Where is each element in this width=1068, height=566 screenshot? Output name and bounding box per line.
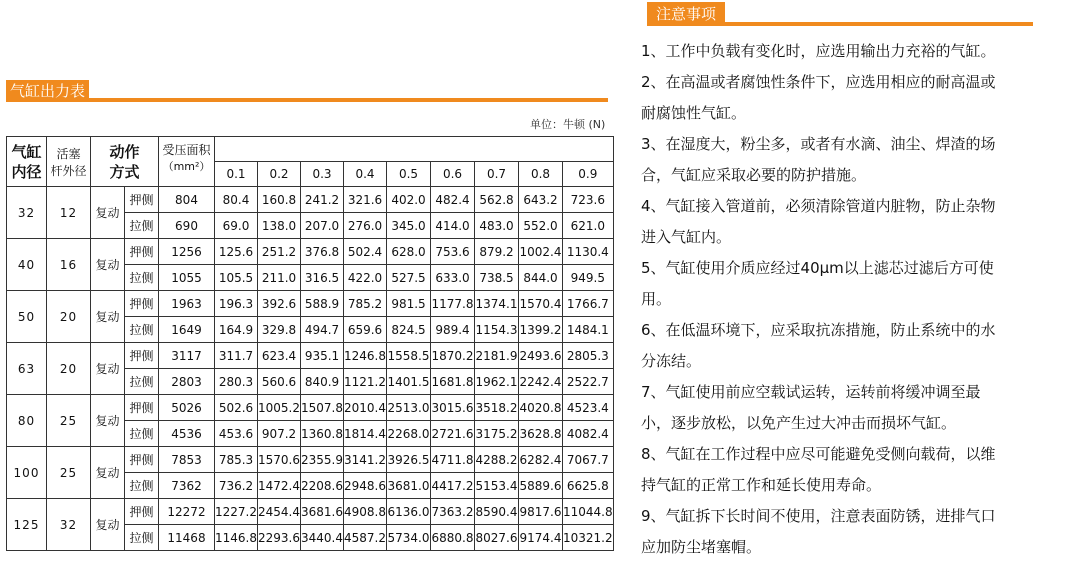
force-value-cell: 935.1 — [301, 343, 344, 369]
force-value-cell: 4020.8 — [519, 395, 563, 421]
side-cell: 押侧 — [125, 187, 159, 213]
force-value-cell: 1681.8 — [431, 369, 475, 395]
force-value-cell: 8027.6 — [475, 525, 519, 551]
force-value-cell: 623.4 — [258, 343, 301, 369]
note-line: 8、气缸在工作过程中应尽可能避免受侧向载荷，以维 — [641, 445, 996, 463]
force-value-cell: 494.7 — [301, 317, 344, 343]
action-cell: 复动 — [91, 343, 125, 395]
note-line: 耐腐蚀性气缸。 — [641, 104, 747, 122]
table-row — [7, 239, 614, 265]
force-value-cell: 138.0 — [258, 213, 301, 239]
pressure-header-blank — [215, 137, 614, 162]
force-value-cell: 196.3 — [215, 291, 258, 317]
force-value-cell: 844.0 — [519, 265, 563, 291]
note-line: 7、气缸使用前应空载试运转，运转前将缓冲调至最 — [641, 383, 981, 401]
unit-label: 单位：牛顿 (N) — [530, 118, 606, 131]
force-value-cell: 907.2 — [258, 421, 301, 447]
force-value-cell: 483.0 — [475, 213, 519, 239]
force-value-cell: 1814.4 — [344, 421, 387, 447]
force-value-cell: 2242.4 — [519, 369, 563, 395]
force-value-cell: 69.0 — [215, 213, 258, 239]
force-value-cell: 4587.2 — [344, 525, 387, 551]
force-value-cell: 482.4 — [431, 187, 475, 213]
force-value-cell: 1130.4 — [563, 239, 614, 265]
bore-cell: 100 — [7, 447, 47, 499]
force-value-cell: 1570.4 — [519, 291, 563, 317]
rod-cell: 20 — [47, 343, 91, 395]
force-value-cell: 414.0 — [431, 213, 475, 239]
force-value-cell: 2268.0 — [387, 421, 431, 447]
pressure-col-header: 0.7 — [475, 162, 519, 187]
pressure-col-header: 0.2 — [258, 162, 301, 187]
force-value-cell: 1246.8 — [344, 343, 387, 369]
force-value-cell: 1401.5 — [387, 369, 431, 395]
force-value-cell: 160.8 — [258, 187, 301, 213]
force-value-cell: 5734.0 — [387, 525, 431, 551]
force-value-cell: 9817.6 — [519, 499, 563, 525]
force-value-cell: 527.5 — [387, 265, 431, 291]
force-value-cell: 251.2 — [258, 239, 301, 265]
force-value-cell: 1558.5 — [387, 343, 431, 369]
cylinder-force-table — [6, 136, 614, 551]
action-cell: 复动 — [91, 395, 125, 447]
force-value-cell: 1570.6 — [258, 447, 301, 473]
force-value-cell: 2721.6 — [431, 421, 475, 447]
table-row — [7, 187, 614, 213]
force-value-cell: 643.2 — [519, 187, 563, 213]
force-value-cell: 3175.2 — [475, 421, 519, 447]
area-header — [159, 137, 215, 187]
rod-cell: 25 — [47, 447, 91, 499]
side-cell: 押侧 — [125, 447, 159, 473]
notes-list — [641, 36, 1051, 563]
force-value-cell: 5889.6 — [519, 473, 563, 499]
note-line: 应加防尘堵塞帽。 — [641, 538, 762, 556]
action-cell: 复动 — [91, 291, 125, 343]
bore-cell: 125 — [7, 499, 47, 551]
force-value-cell: 2010.4 — [344, 395, 387, 421]
area-cell: 1055 — [159, 265, 215, 291]
area-cell: 7853 — [159, 447, 215, 473]
force-value-cell: 2948.6 — [344, 473, 387, 499]
force-value-cell: 164.9 — [215, 317, 258, 343]
force-value-cell: 2208.6 — [301, 473, 344, 499]
note-line: 小，逐步放松，以免产生过大冲击而损坏气缸。 — [641, 414, 957, 432]
force-value-cell: 1399.2 — [519, 317, 563, 343]
force-value-cell: 329.8 — [258, 317, 301, 343]
force-value-cell: 560.6 — [258, 369, 301, 395]
note-line: 分冻结。 — [641, 352, 702, 370]
side-cell: 拉侧 — [125, 421, 159, 447]
force-value-cell: 2522.7 — [563, 369, 614, 395]
side-cell: 拉侧 — [125, 265, 159, 291]
action-cell: 复动 — [91, 499, 125, 551]
area-cell: 1256 — [159, 239, 215, 265]
note-line: 进入气缸内。 — [641, 228, 732, 246]
force-value-cell: 453.6 — [215, 421, 258, 447]
action-header-line2: 方式 — [109, 162, 140, 181]
force-value-cell: 659.6 — [344, 317, 387, 343]
force-value-cell: 502.4 — [344, 239, 387, 265]
side-cell: 押侧 — [125, 343, 159, 369]
force-value-cell: 311.7 — [215, 343, 258, 369]
pressure-col-header: 0.3 — [301, 162, 344, 187]
force-value-cell: 80.4 — [215, 187, 258, 213]
header-divider — [89, 98, 608, 102]
force-value-cell: 824.5 — [387, 317, 431, 343]
force-value-cell: 2493.6 — [519, 343, 563, 369]
force-value-cell: 3628.8 — [519, 421, 563, 447]
force-value-cell: 879.2 — [475, 239, 519, 265]
force-value-cell: 2293.6 — [258, 525, 301, 551]
note-line: 持气缸的正常工作和延长使用寿命。 — [641, 476, 882, 494]
force-value-cell: 3926.5 — [387, 447, 431, 473]
force-value-cell: 4523.4 — [563, 395, 614, 421]
area-cell: 5026 — [159, 395, 215, 421]
force-value-cell: 3440.4 — [301, 525, 344, 551]
area-header-line1: 受压面积 — [162, 143, 211, 157]
force-value-cell: 633.0 — [431, 265, 475, 291]
side-cell: 拉侧 — [125, 369, 159, 395]
force-table-header — [6, 80, 608, 102]
rod-cell: 32 — [47, 499, 91, 551]
note-line: 6、在低温环境下，应采取抗冻措施，防止系统中的水 — [641, 321, 996, 339]
force-value-cell: 785.3 — [215, 447, 258, 473]
force-value-cell: 3681.0 — [387, 473, 431, 499]
force-value-cell: 562.8 — [475, 187, 519, 213]
action-cell: 复动 — [91, 447, 125, 499]
note-line: 1、工作中负载有变化时，应选用输出力充裕的气缸。 — [641, 42, 996, 60]
force-value-cell: 392.6 — [258, 291, 301, 317]
force-value-cell: 552.0 — [519, 213, 563, 239]
force-value-cell: 280.3 — [215, 369, 258, 395]
force-value-cell: 3141.2 — [344, 447, 387, 473]
force-value-cell: 840.9 — [301, 369, 344, 395]
force-value-cell: 7363.2 — [431, 499, 475, 525]
action-header-line1: 动作 — [109, 142, 140, 161]
note-line: 4、气缸接入管道前，必须清除管道内脏物，防止杂物 — [641, 197, 996, 215]
table-row — [7, 447, 614, 473]
force-value-cell: 6625.8 — [563, 473, 614, 499]
area-cell: 2803 — [159, 369, 215, 395]
force-value-cell: 5153.4 — [475, 473, 519, 499]
pressure-col-header: 0.1 — [215, 162, 258, 187]
force-value-cell: 3015.6 — [431, 395, 475, 421]
table-row — [7, 291, 614, 317]
area-cell: 3117 — [159, 343, 215, 369]
force-value-cell: 1766.7 — [563, 291, 614, 317]
force-value-cell: 785.2 — [344, 291, 387, 317]
force-value-cell: 3681.6 — [301, 499, 344, 525]
side-cell: 拉侧 — [125, 473, 159, 499]
note-line: 9、气缸拆下长时间不使用，注意表面防锈，进排气口 — [641, 507, 996, 525]
force-value-cell: 2805.3 — [563, 343, 614, 369]
force-value-cell: 4417.2 — [431, 473, 475, 499]
rod-header-line2: 杆外径 — [50, 163, 87, 178]
force-value-cell: 1507.8 — [301, 395, 344, 421]
rod-cell: 20 — [47, 291, 91, 343]
area-cell: 804 — [159, 187, 215, 213]
force-value-cell: 738.5 — [475, 265, 519, 291]
force-value-cell: 321.6 — [344, 187, 387, 213]
force-value-cell: 1154.3 — [475, 317, 519, 343]
bore-cell: 32 — [7, 187, 47, 239]
force-value-cell: 241.2 — [301, 187, 344, 213]
force-value-cell: 3518.2 — [475, 395, 519, 421]
force-value-cell: 125.6 — [215, 239, 258, 265]
area-cell: 1649 — [159, 317, 215, 343]
force-table-title: 气缸出力表 — [6, 80, 89, 102]
force-value-cell: 4082.4 — [563, 421, 614, 447]
bore-cell: 40 — [7, 239, 47, 291]
force-value-cell: 4711.8 — [431, 447, 475, 473]
force-value-cell: 8590.4 — [475, 499, 519, 525]
bore-header-line2: 内径 — [11, 162, 42, 181]
pressure-col-header: 0.5 — [387, 162, 431, 187]
note-line: 合，气缸应采取必要的防护措施。 — [641, 166, 867, 184]
table-row — [7, 499, 614, 525]
force-value-cell: 207.0 — [301, 213, 344, 239]
force-value-cell: 588.9 — [301, 291, 344, 317]
force-value-cell: 9174.4 — [519, 525, 563, 551]
force-value-cell: 723.6 — [563, 187, 614, 213]
force-value-cell: 2355.9 — [301, 447, 344, 473]
table-row — [7, 343, 614, 369]
side-cell: 押侧 — [125, 239, 159, 265]
note-line: 3、在湿度大，粉尘多，或者有水滴、油尘、焊渣的场 — [641, 135, 996, 153]
rod-cell: 25 — [47, 395, 91, 447]
force-value-cell: 345.0 — [387, 213, 431, 239]
side-cell: 押侧 — [125, 395, 159, 421]
force-value-cell: 989.4 — [431, 317, 475, 343]
side-cell: 拉侧 — [125, 317, 159, 343]
area-cell: 4536 — [159, 421, 215, 447]
force-value-cell: 276.0 — [344, 213, 387, 239]
side-cell: 拉侧 — [125, 525, 159, 551]
note-line: 5、气缸使用介质应经过40μm以上滤芯过滤后方可使 — [641, 259, 994, 277]
rod-header — [47, 137, 91, 187]
force-value-cell: 6136.0 — [387, 499, 431, 525]
force-value-cell: 1472.4 — [258, 473, 301, 499]
area-cell: 12272 — [159, 499, 215, 525]
rod-header-line1: 活塞 — [56, 146, 81, 161]
bore-header — [7, 137, 47, 187]
action-header — [91, 137, 159, 187]
area-cell: 1963 — [159, 291, 215, 317]
force-value-cell: 1962.1 — [475, 369, 519, 395]
force-value-cell: 6282.4 — [519, 447, 563, 473]
force-value-cell: 2181.9 — [475, 343, 519, 369]
force-value-cell: 1360.8 — [301, 421, 344, 447]
force-value-cell: 422.0 — [344, 265, 387, 291]
rod-cell: 12 — [47, 187, 91, 239]
rod-cell: 16 — [47, 239, 91, 291]
bore-header-line1: 气缸 — [11, 142, 42, 161]
force-value-cell: 502.6 — [215, 395, 258, 421]
force-value-cell: 1002.4 — [519, 239, 563, 265]
force-value-cell: 105.5 — [215, 265, 258, 291]
force-value-cell: 4908.8 — [344, 499, 387, 525]
note-line: 用。 — [641, 290, 672, 308]
action-cell: 复动 — [91, 187, 125, 239]
force-value-cell: 753.6 — [431, 239, 475, 265]
force-value-cell: 628.0 — [387, 239, 431, 265]
force-value-cell: 1870.2 — [431, 343, 475, 369]
force-value-cell: 949.5 — [563, 265, 614, 291]
action-cell: 复动 — [91, 239, 125, 291]
force-value-cell: 736.2 — [215, 473, 258, 499]
pressure-col-header: 0.4 — [344, 162, 387, 187]
force-value-cell: 6880.8 — [431, 525, 475, 551]
table-row — [7, 395, 614, 421]
force-value-cell: 4288.2 — [475, 447, 519, 473]
area-cell: 7362 — [159, 473, 215, 499]
force-value-cell: 376.8 — [301, 239, 344, 265]
force-value-cell: 621.0 — [563, 213, 614, 239]
force-value-cell: 1374.1 — [475, 291, 519, 317]
force-value-cell: 10321.2 — [563, 525, 614, 551]
pressure-col-header: 0.9 — [563, 162, 614, 187]
area-cell: 690 — [159, 213, 215, 239]
bore-cell: 80 — [7, 395, 47, 447]
pressure-col-header: 0.6 — [431, 162, 475, 187]
force-value-cell: 7067.7 — [563, 447, 614, 473]
force-value-cell: 1227.2 — [215, 499, 258, 525]
force-value-cell: 1484.1 — [563, 317, 614, 343]
side-cell: 押侧 — [125, 499, 159, 525]
force-value-cell: 1146.8 — [215, 525, 258, 551]
notes-header — [647, 2, 1033, 26]
force-value-cell: 2513.0 — [387, 395, 431, 421]
header-divider — [725, 22, 1033, 26]
notes-title: 注意事项 — [647, 2, 725, 26]
area-cell: 11468 — [159, 525, 215, 551]
force-value-cell: 1177.8 — [431, 291, 475, 317]
side-cell: 拉侧 — [125, 213, 159, 239]
force-value-cell: 11044.8 — [563, 499, 614, 525]
side-cell: 押侧 — [125, 291, 159, 317]
force-value-cell: 211.0 — [258, 265, 301, 291]
force-value-cell: 316.5 — [301, 265, 344, 291]
bore-cell: 50 — [7, 291, 47, 343]
note-line: 2、在高温或者腐蚀性条件下，应选用相应的耐高温或 — [641, 73, 996, 91]
force-value-cell: 402.0 — [387, 187, 431, 213]
force-value-cell: 981.5 — [387, 291, 431, 317]
area-header-line2: （mm²） — [162, 160, 211, 173]
bore-cell: 63 — [7, 343, 47, 395]
force-value-cell: 1121.2 — [344, 369, 387, 395]
force-value-cell: 1005.2 — [258, 395, 301, 421]
force-value-cell: 2454.4 — [258, 499, 301, 525]
pressure-col-header: 0.8 — [519, 162, 563, 187]
